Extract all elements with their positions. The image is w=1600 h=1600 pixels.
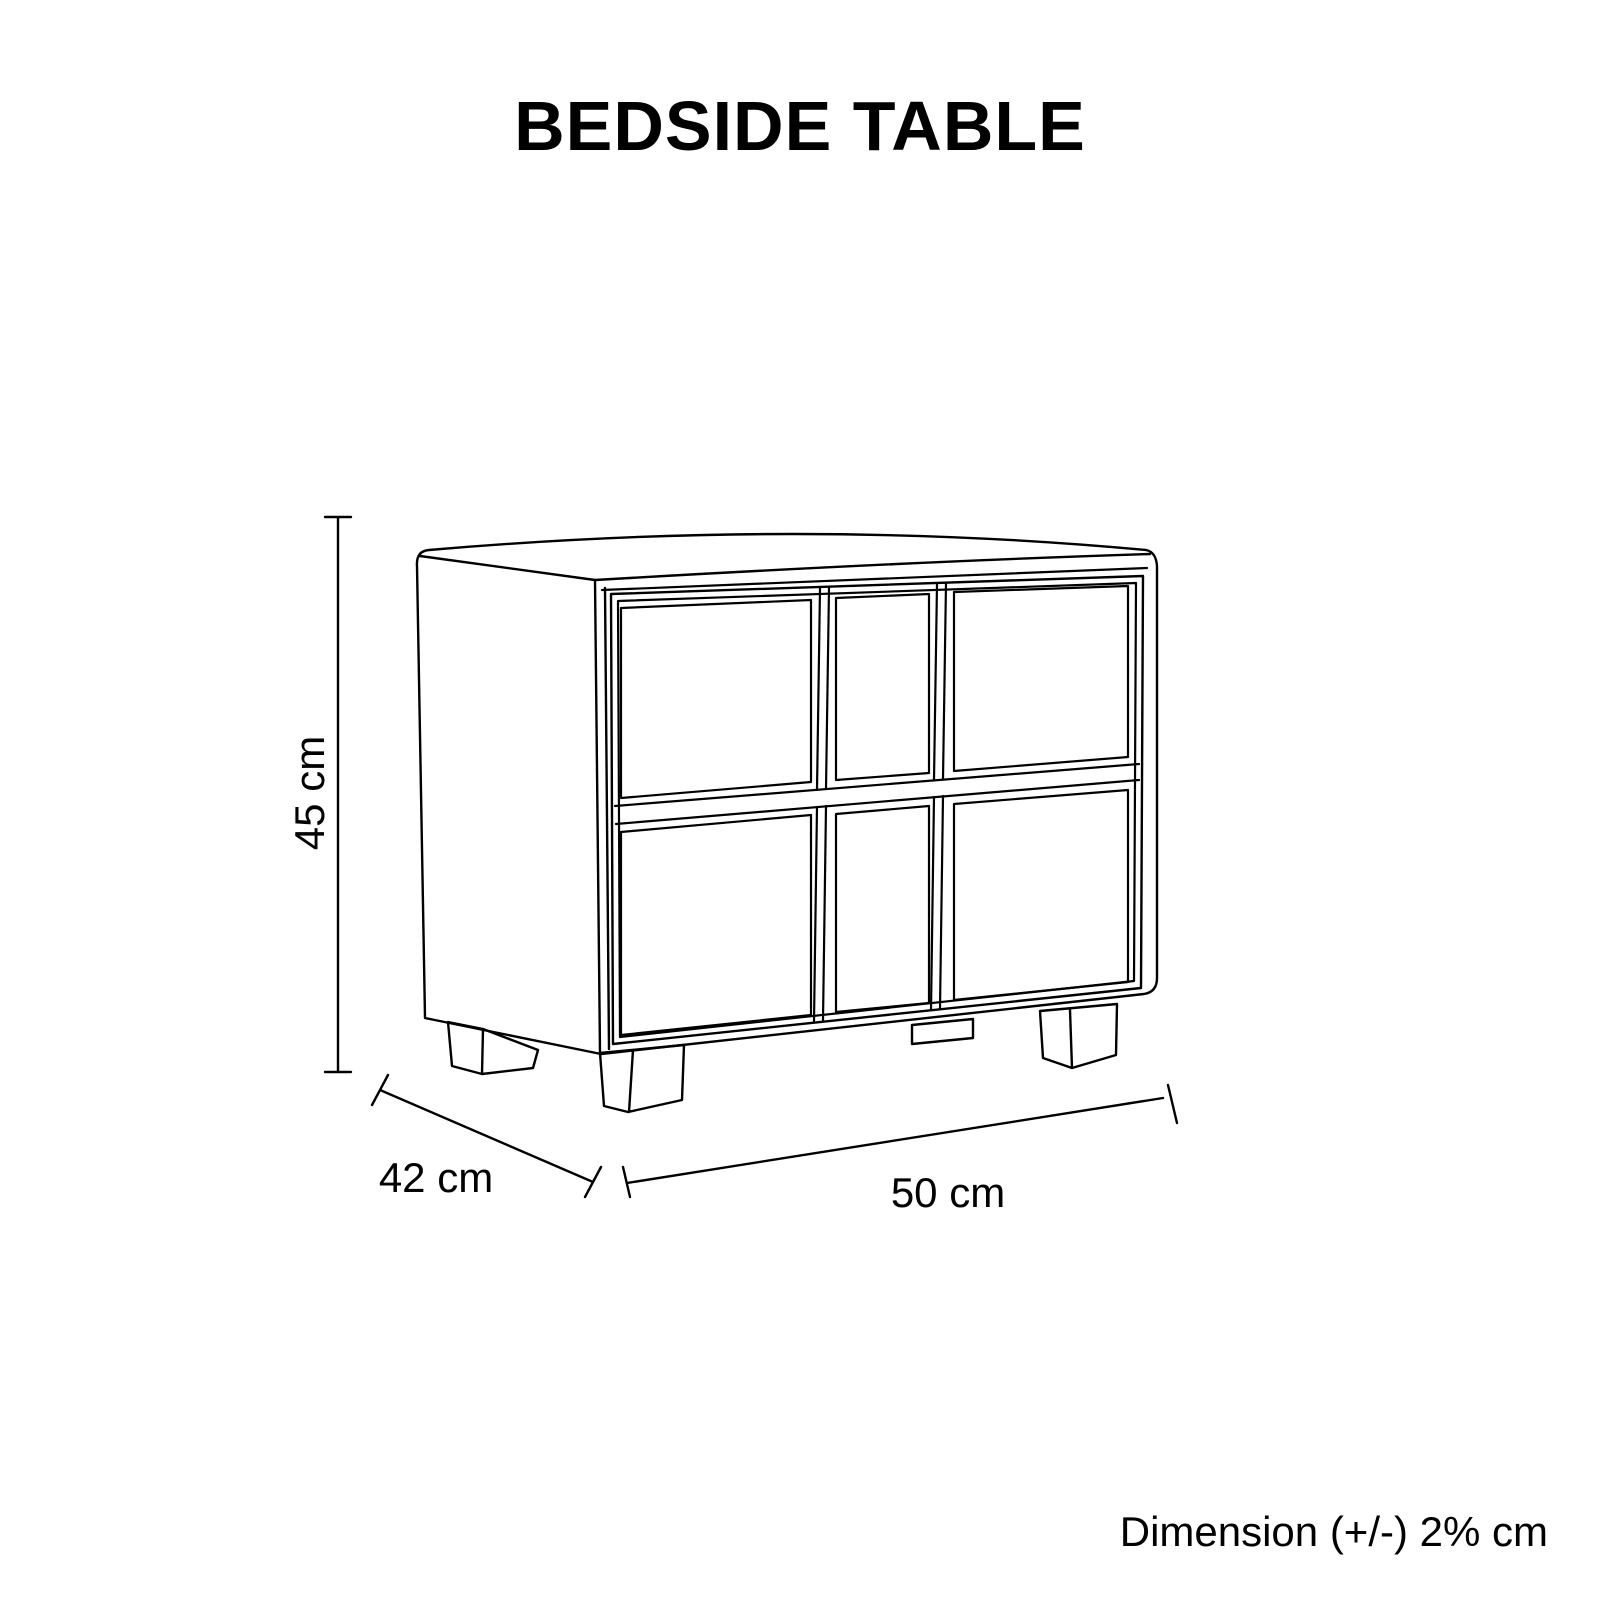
depth-dimension-label: 42 cm [378,1154,494,1201]
tolerance-note: Dimension (+/-) 2% cm [1119,1508,1548,1555]
width-dimension [623,1085,1177,1216]
cabinet-silhouette [417,534,1157,1054]
drawer-middle-rail [615,764,1139,824]
cabinet-top-face-edges [420,554,1150,580]
leg-front-center [600,1045,684,1112]
height-dimension-label: 45 cm [286,735,333,851]
leg-back-right-stub [912,1019,973,1044]
depth-dimension [372,1075,601,1201]
height-dimension [286,517,351,1072]
leg-front-right [1040,1004,1117,1068]
drawer-panels [621,586,1128,1035]
leg-back-left [448,1022,538,1074]
cabinet-front-left-edge [595,580,609,1053]
page-title: BEDSIDE TABLE [514,87,1086,165]
width-dimension-label: 50 cm [890,1169,1006,1216]
bedside-table-drawing [417,534,1157,1112]
